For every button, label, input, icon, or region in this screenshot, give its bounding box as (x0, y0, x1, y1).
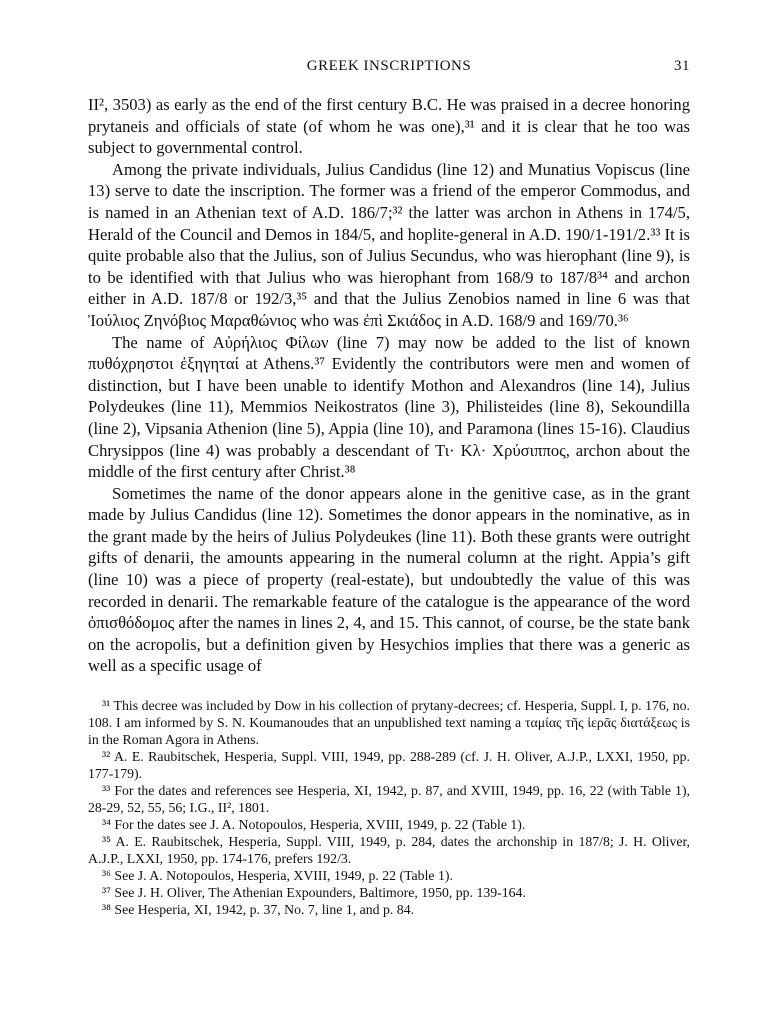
paragraph: II², 3503) as early as the end of the first century B.C. He was praised in a decree honoring prytaneis and officials of state (of whom he was one),³¹ and it is clear that he too was subject to governmental control. (88, 95, 690, 158)
paragraph: The name of Αὐρήλιος Φίλων (line 7) may now be added to the list of known πυθόχρηστοι ἐξηγηταί at Athens.³⁷ Evidently the contributors were men and women of distinction, but I have been unable to identify Mothon and Alexandros (line 14), Julius Polydeukes (line 11), Memmios Neikostratos (line 3), Philisteides (line 8), Sekoundilla (line 2), Vipsania Athenion (line 5), Appia (line 10), and Paramona (lines 15-16). Claudius Chrysippos (line 4) was probably a descendant of Τι· Κλ· Χρύσιππος, archon about the middle of the first century after Christ.³⁸ (88, 332, 690, 482)
footnote: ³³ For the dates and references see Hesperia, XI, 1942, p. 87, and XVIII, 1949, pp. 16, 22 (with Table 1), 28-29, 52, 55, 56; I.G., II², 1801. (88, 783, 690, 816)
footnote: ³² A. E. Raubitschek, Hesperia, Suppl. VIII, 1949, pp. 288-289 (cf. J. H. Oliver, A.J.P., LXXI, 1950, pp. 177-179). (88, 749, 690, 782)
footnote: ³⁵ A. E. Raubitschek, Hesperia, Suppl. VIII, 1949, p. 284, dates the archonship in 187/8; J. H. Oliver, A.J.P., LXXI, 1950, pp. 174-176, prefers 192/3. (88, 834, 690, 867)
footnote: ³⁶ See J. A. Notopoulos, Hesperia, XVIII, 1949, p. 22 (Table 1). (102, 868, 453, 884)
paragraph: Among the private individuals, Julius Candidus (line 12) and Munatius Vopiscus (line 13) serve to date the inscription. The former was a friend of the emperor Commodus, and is named in an Athenian text of A.D. 186/7;³² the latter was archon in Athens in 174/5, Herald of the Council and Demos in 184/5, and hoplite-general in A.D. 190/1-191/2.³³ It is quite probable also that the Julius, son of Julius Secundus, who was hierophant (line 9), is to be identified with that Julius who was hierophant from 168/9 to 187/8³⁴ and archon either in A.D. 187/8 or 192/3,³⁵ and that the Julius Zenobios named in line 6 was that Ἰούλιος Ζηνόβιος Μαραθώνιος who was ἐπὶ Σκιάδος in A.D. 168/9 and 169/70.³⁶ (88, 159, 690, 330)
paragraph: Sometimes the name of the donor appears alone in the genitive case, as in the grant made by Julius Candidus (line 12). Sometimes the donor appears in the nominative, as in the grant made by the heirs of Julius Polydeukes (line 11). Both these grants were outright gifts of denarii, the amounts appearing in the numeral column at the right. Appia’s gift (line 10) was a piece of property (real-estate), but undoubtedly the value of this was recorded in denarii. The remarkable feature of the catalogue is the appearance of the word ὀπισθόδομος after the names in lines 2, 4, and 15. This cannot, of course, be the state bank on the acropolis, but a definition given by Hesychios implies that there was a generic as well as a specific usage of (88, 483, 690, 676)
footnote: ³¹ This decree was included by Dow in his collection of prytany-decrees; cf. Hesperia, Suppl. I, p. 176, no. 108. I am informed by S. N. Koumanoudes that an unpublished text naming a ταμίας τῆς ἱερᾶς διατάξεως is in the Roman Agora in Athens. (88, 698, 690, 748)
footnote: ³⁴ For the dates see J. A. Notopoulos, Hesperia, XVIII, 1949, p. 22 (Table 1). (102, 817, 526, 833)
page-number: 31 (674, 58, 690, 74)
footnotes (88, 697, 690, 918)
document-page (88, 58, 690, 918)
running-header (88, 58, 690, 80)
footnote: ³⁸ See Hesperia, XI, 1942, p. 37, No. 7, line 1, and p. 84. (102, 902, 415, 918)
footnote: ³⁷ See J. H. Oliver, The Athenian Expounders, Baltimore, 1950, pp. 139-164. (102, 885, 526, 901)
body-text (88, 94, 690, 677)
running-title: GREEK INSCRIPTIONS (306, 58, 472, 74)
